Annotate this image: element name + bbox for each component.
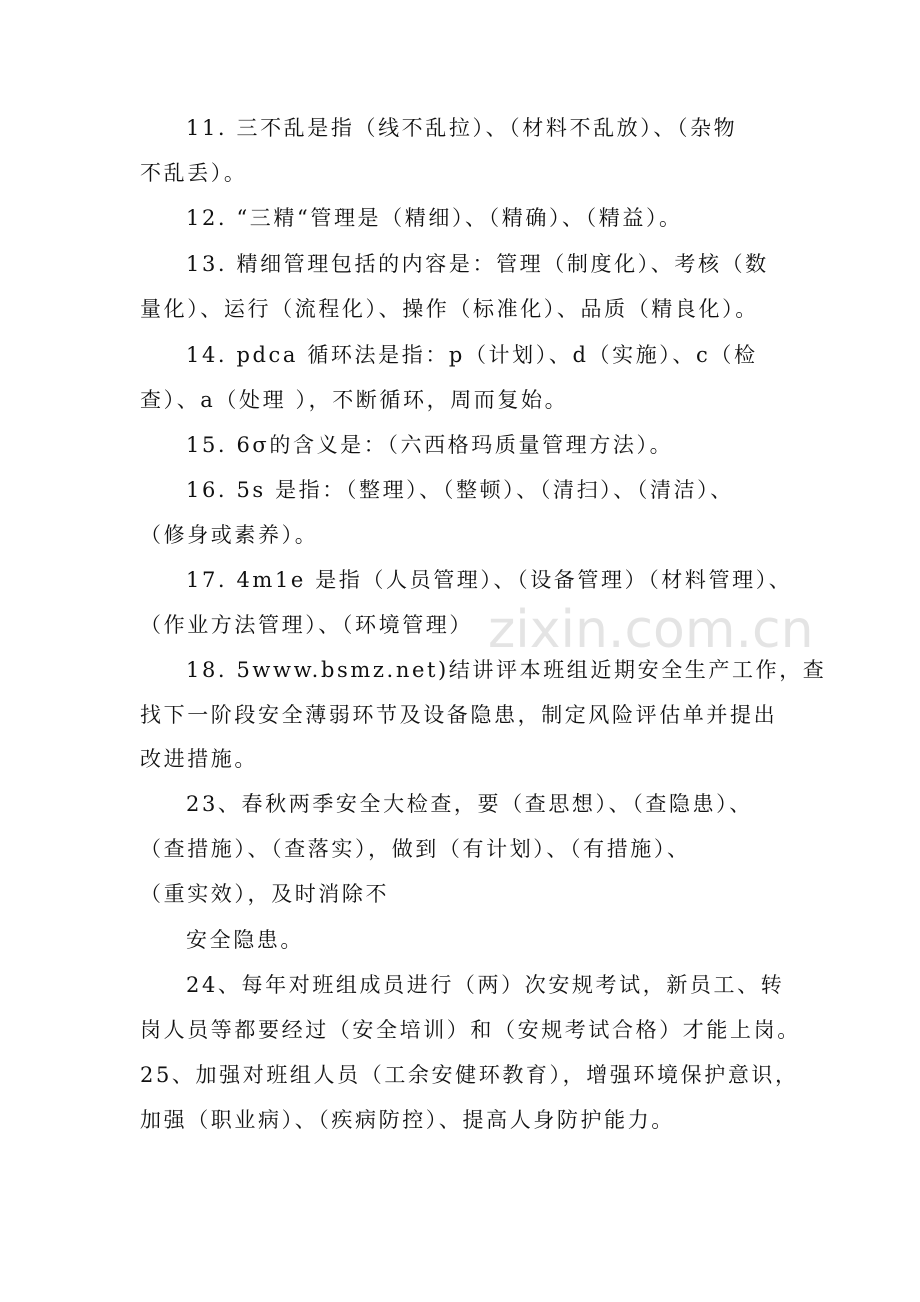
text-line: 找下一阶段安全薄弱环节及设备隐患，制定风险评估单并提出 bbox=[140, 703, 778, 727]
watermark: zixin.com.cn bbox=[488, 600, 814, 660]
text-line: 18. 5www.bsmz.net)结讲评本班组近期安全生产工作，查 bbox=[186, 658, 827, 682]
text-line: 加强（职业病）、（疾病防控）、提高人身防护能力。 bbox=[140, 1108, 675, 1132]
text-line: 量化）、运行（流程化）、操作（标准化）、品质（精良化）。 bbox=[140, 297, 759, 321]
text-line: 11. 三不乱是指（线不乱拉）、（材料不乱放）、（杂物 bbox=[186, 116, 738, 140]
text-line: 查）、a（处理 ），不断循环，周而复始。 bbox=[140, 388, 569, 412]
text-line: 15. 6σ的含义是：（六西格玛质量管理方法）。 bbox=[186, 433, 674, 457]
text-line: 安全隐患。 bbox=[186, 928, 304, 952]
text-line: 13. 精细管理包括的内容是：管理（制度化）、考核（数 bbox=[186, 252, 769, 276]
text-line: 16. 5s 是指：（整理）、（整顿）、（清扫）、（清洁）、 bbox=[186, 478, 734, 502]
text-line: 岗人员等都要经过（安全培训）和（安规考试合格）才能上岗。 bbox=[140, 1018, 801, 1042]
text-line: （修身或素养）。 bbox=[140, 523, 319, 547]
text-line: （重实效），及时消除不 bbox=[140, 882, 390, 906]
text-line: 23、春秋两季安全大检查，要（查思想）、（查隐患）、 bbox=[186, 792, 753, 816]
text-line: 17. 4m1e 是指（人员管理）、（设备管理）（材料管理）、 bbox=[186, 568, 793, 592]
text-line: （作业方法管理）、（环境管理） bbox=[140, 613, 473, 637]
text-line: 24、每年对班组成员进行（两）次安规考试，新员工、转 bbox=[186, 973, 785, 997]
text-line: （查措施）、（查落实），做到（有计划）、（有措施）、 bbox=[140, 837, 691, 861]
text-line: 改进措施。 bbox=[140, 747, 258, 771]
text-line: 14. pdca 循环法是指：p（计划）、d（实施）、c（检 bbox=[186, 343, 758, 367]
text-line: 12. “三精“管理是（精细）、（精确）、（精益）。 bbox=[186, 206, 683, 230]
text-line: 25、加强对班组人员（工余安健环教育），增强环境保护意识， bbox=[140, 1063, 799, 1087]
text-line: 不乱丢）。 bbox=[140, 161, 248, 185]
